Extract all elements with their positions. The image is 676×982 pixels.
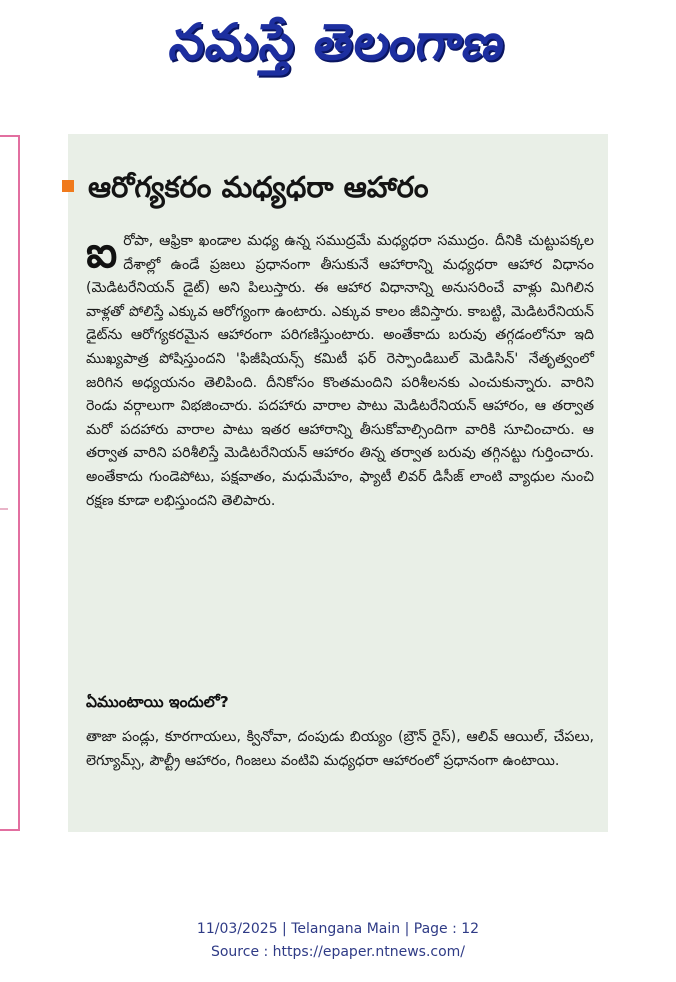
body-text: రోపా, ఆఫ్రికా ఖండాల మధ్య ఉన్న సముద్రమే మధ్యధరా సముద్రం. దీనికి చుట్టుపక్కల దేశాల్లో ఉండే ప్రజలు ప్రధానంగా తీసుకునే ఆహారాన్ని మధ్యధరా ఆహార విధానం (మెడిటరేనియన్ డైట్) అని పిలుస్తారు. ఈ ఆహార విధానాన్ని అనుసరించే వాళ్లు మిగిలిన వాళ్లతో పోలిస్తే ఎక్కువ ఆరోగ్యంగా ఉంటారు. ఎక్కువ కాలం జీవిస్తారు. కాబట్టి, మెడిటరేనియన్ డైట్‌ను ఆరోగ్యకరమైన ఆహారంగా పరిగణిస్తుంటారు. అంతేకాదు బరువు తగ్గడంలోనూ ఇది ముఖ్యపాత్ర పోషిస్తుందని 'ఫిజీషియన్స్ కమిటీ ఫర్ రెస్పాండిబుల్ మెడిసిన్' నేతృత్వంలో జరిగిన అధ్యయనం తెలిపింది. దీనికోసం కొంతమందిని పరిశీలనకు ఎంచుకున్నారు. వారిని రెండు వర్గాలుగా విభజించారు. పదహారు వారాల పాటు మెడిటరేనియన్ ఆహారం, ఆ తర్వాత మరో పదహారు వారాల పాటు ఇతర ఆహారాన్ని తీసుకోవాల్సిందిగా వారికి సూచించారు. ఆ తర్వాత వారిని పరిశీలిస్తే మెడిటరేనియన్ ఆహారం తిన్న తర్వాత బరువు తగ్గినట్టు గుర్తించారు. అంతేకాదు గుండెపోటు, పక్షవాతం, మధుమేహం, ఫ్యాటీ లివర్ డిసీజ్ లాంటి వ్యాధుల నుంచి రక్షణ కూడా లభిస్తుందని తెలిపారు.: [86, 233, 594, 509]
body-paragraph: [86, 230, 594, 513]
article-subheading: ఏముంటాయి ఇందులో?: [86, 693, 229, 711]
article-headline: ఆరోగ్యకరం మధ్యధరా ఆహారం: [88, 170, 429, 204]
adjacent-column-border: [0, 135, 20, 831]
article-clipping: [68, 134, 608, 832]
headline-row: [68, 164, 608, 220]
footer-date-page: 11/03/2025 | Telangana Main | Page : 12: [196, 921, 480, 937]
newspaper-logo: నమస్తే తెలంగాణ: [166, 13, 510, 71]
masthead: [0, 6, 676, 78]
article-body: [86, 230, 594, 513]
orange-square-bullet-icon: [62, 180, 74, 192]
adjacent-column-mark: [0, 508, 8, 510]
drop-cap: ఐ: [86, 228, 118, 278]
footer-source: Source : https://epaper.ntnews.com/: [210, 944, 466, 960]
page-footer: [0, 918, 676, 964]
ingredients-paragraph: తాజా పండ్లు, కూరగాయలు, క్వినోవా, దంపుడు బియ్యం (బ్రౌన్ రైస్), ఆలివ్ ఆయిల్, చేపలు, లెగ్యూమ్స్, పౌల్ట్రీ ఆహారం, గింజలు వంటివి మధ్యధరా ఆహారంలో ప్రధానంగా ఉంటాయి.: [86, 729, 594, 769]
